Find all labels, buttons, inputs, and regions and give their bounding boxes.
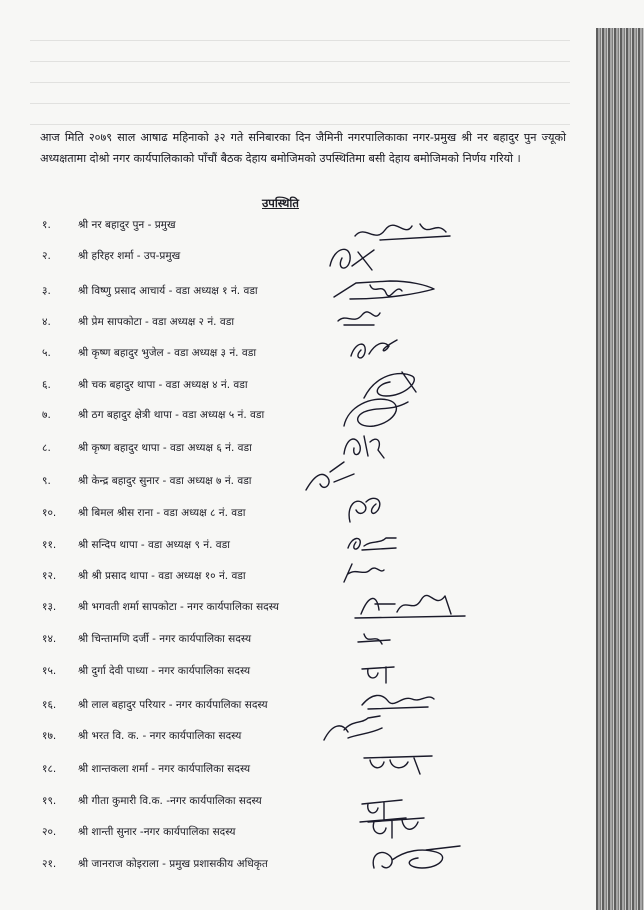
signature-4: [334, 305, 384, 329]
attendee-number: १९.: [42, 795, 57, 807]
attendee-row: [0, 794, 600, 822]
attendee-row: [0, 218, 600, 246]
signature-10: [342, 490, 392, 530]
attendee-row: [0, 600, 600, 628]
attendee-row: [0, 729, 600, 757]
attendee-row: [0, 698, 600, 726]
attendee-number: ५.: [42, 347, 51, 359]
attendee-name: श्री नर बहादुर पुन - प्रमुख: [78, 219, 176, 231]
attendee-row: [0, 825, 600, 853]
attendee-row: [0, 408, 600, 436]
attendee-name: श्री बिमल श्रीस राना - वडा अध्यक्ष ८ नं. वडा: [78, 507, 246, 519]
signature-5: [345, 334, 405, 364]
signature-3: [330, 277, 440, 303]
attendee-number: १५.: [42, 665, 57, 677]
attendee-name: श्री शान्ती सुनार -नगर कार्यपालिका सदस्य: [78, 826, 236, 838]
attendee-row: [0, 378, 600, 406]
signature-14: [354, 628, 394, 650]
attendee-number: २.: [42, 250, 51, 262]
signature-11: [342, 530, 402, 556]
attendee-row: [0, 632, 600, 660]
attendee-number: ११.: [42, 539, 57, 551]
attendee-row: [0, 569, 600, 597]
attendee-number: १३.: [42, 601, 57, 613]
signature-18: [360, 748, 440, 778]
attendee-number: १७.: [42, 730, 57, 742]
attendee-name: श्री केन्द्र बहादुर सुनार - वडा अध्यक्ष ७ नं. वडा: [78, 475, 252, 487]
attendee-name: श्री भगवती शर्मा सापकोटा - नगर कार्यपालिका सदस्य: [78, 601, 279, 613]
attendee-number: ३.: [42, 285, 51, 297]
attendee-name: श्री दुर्गा देवी पाध्या - नगर कार्यपालिका सदस्य: [78, 665, 251, 677]
signature-15: [356, 655, 400, 687]
signature-17: [318, 712, 388, 746]
attendee-row: [0, 346, 600, 374]
attendee-row: [0, 315, 600, 343]
attendee-number: १२.: [42, 570, 57, 582]
attendee-name: श्री हरिहर शर्मा - उप-प्रमुख: [78, 250, 181, 262]
faded-previous-text: [30, 20, 570, 125]
attendee-number: ६.: [42, 379, 51, 391]
attendee-name: श्री सन्दिप थापा - वडा अध्यक्ष ९ नं. वडा: [78, 539, 230, 551]
attendee-row: [0, 284, 600, 312]
attendee-name: श्री विष्णु प्रसाद आचार्य - वडा अध्यक्ष १ नं. वडा: [78, 285, 258, 297]
attendee-row: [0, 664, 600, 692]
attendee-name: श्री कृष्ण बहादुर भुजेल - वडा अध्यक्ष ३ नं. वडा: [78, 347, 257, 359]
signature-12: [338, 560, 388, 588]
signature-13: [355, 588, 475, 622]
attendee-name: श्री चिन्तामणि दर्जी - नगर कार्यपालिका सदस्य: [78, 633, 252, 645]
attendee-row: [0, 538, 600, 566]
attendee-name: श्री जानराज कोइराला - प्रमुख प्रशासकीय अधिकृत: [78, 858, 268, 870]
signature-21: [366, 842, 466, 878]
signature-2: [322, 236, 382, 278]
attendee-number: १८.: [42, 763, 57, 775]
attendee-row: [0, 762, 600, 790]
attendee-number: ९.: [42, 475, 51, 487]
attendee-name: श्री ठग बहादुर क्षेत्री थापा - वडा अध्यक्ष ५ नं. वडा: [78, 409, 265, 421]
attendee-number: ७.: [42, 409, 51, 421]
attendee-name: श्री श्री प्रसाद थापा - वडा अध्यक्ष १० नं. वडा: [78, 570, 246, 582]
attendee-name: श्री शान्तकला शर्मा - नगर कार्यपालिका सदस्य: [78, 763, 251, 775]
attendee-number: १४.: [42, 633, 57, 645]
attendee-name: श्री गीता कुमारी वि.क. -नगर कार्यपालिका सदस्य: [78, 795, 262, 807]
attendee-number: २०.: [42, 826, 57, 838]
attendee-name: श्री प्रेम सापकोटा - वडा अध्यक्ष २ नं. वडा: [78, 316, 235, 328]
meeting-intro-paragraph: आज मिति २०७९ साल आषाढ महिनाको ३२ गते सनिबारका दिन जैमिनी नगरपालिकाका नगर-प्रमुख श्री नर बहादुर पुन ज्यूको अध्यक्षतामा दोश्रो नगर कार्यपालिकाको पाँचौं बैठक देहाय बमोजिमको उपस्थितिमा बसी देहाय बमोजिमको निर्णय गरियो ।: [40, 131, 566, 165]
scan-edge-strip: [596, 28, 644, 910]
attendee-row: [0, 506, 600, 534]
attendee-number: १०.: [42, 507, 57, 519]
attendee-number: ८.: [42, 442, 51, 454]
attendee-number: १.: [42, 219, 51, 231]
attendee-row: [0, 857, 600, 885]
attendance-title: उपस्थिति: [262, 196, 299, 210]
attendee-name: श्री लाल बहादुर परियार - नगर कार्यपालिका सदस्य: [78, 699, 268, 711]
attendee-row: [0, 249, 600, 277]
attendee-name: श्री कृष्ण बहादुर थापा - वडा अध्यक्ष ६ नं. वडा: [78, 442, 252, 454]
attendee-number: १६.: [42, 699, 57, 711]
attendee-number: ४.: [42, 316, 51, 328]
signature-16: [358, 685, 438, 715]
attendee-name: श्री चक बहादुर थापा - वडा अध्यक्ष ४ नं. वडा: [78, 379, 248, 391]
attendee-number: २१.: [42, 858, 57, 870]
attendee-name: श्री भरत वि. क. - नगर कार्यपालिका सदस्य: [78, 730, 242, 742]
signature-20: [362, 808, 432, 844]
